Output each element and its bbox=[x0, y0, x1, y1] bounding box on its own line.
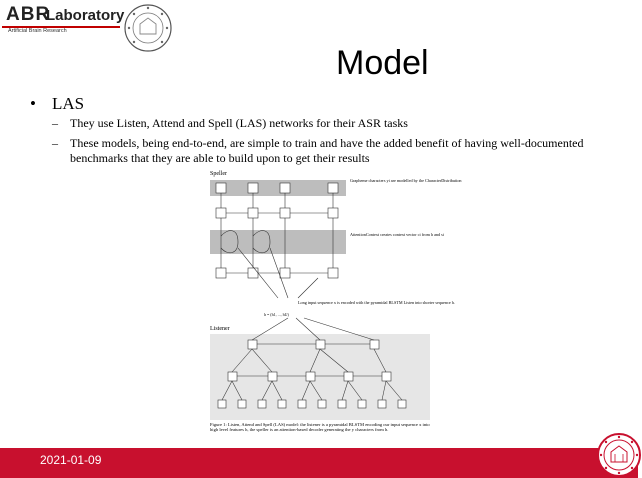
las-model-figure bbox=[208, 168, 462, 454]
slide-title: Model bbox=[336, 44, 429, 82]
dash-icon: – bbox=[52, 116, 58, 130]
bullet-las bbox=[30, 94, 84, 114]
sub-item-2-text: These models, being end-to-end, are simple to train and have the added benefit of having well-documented benchmarks that they are able to build upon to get their results bbox=[70, 136, 584, 165]
sub-item-2 bbox=[52, 136, 590, 166]
university-seal-icon bbox=[118, 2, 178, 54]
logo-subtitle: Artificial Brain Research bbox=[8, 28, 67, 34]
logo-abr-text: ABR bbox=[6, 4, 51, 25]
bullet-dot-icon: • bbox=[30, 94, 36, 113]
bullet-las-text: LAS bbox=[52, 94, 85, 113]
note-attention: AttentionContext creates context vector ci from h and si bbox=[350, 232, 444, 237]
footer-date: 2021-01-09 bbox=[40, 453, 102, 467]
speller-output-band bbox=[210, 180, 346, 196]
note-grapheme: Grapheme characters yi are modelled by the CharacterDistribution bbox=[350, 178, 462, 183]
sub-item-1 bbox=[52, 116, 408, 131]
dash-icon: – bbox=[52, 136, 58, 150]
listener-label: Listener bbox=[210, 326, 230, 332]
university-seal-icon bbox=[596, 432, 642, 478]
note-long-input: Long input sequence x is encoded with the pyramidal BLSTM Listen into shorter sequence h. bbox=[298, 300, 455, 305]
logo-lab-text: Laboratory bbox=[46, 7, 125, 24]
figure-caption: Figure 1: Listen, Attend and Spell (LAS) model: the listener is a pyramidal BLSTM encoding our input sequence x into high level features h, the speller is an attention-based decoder generating the y characters from h. bbox=[210, 422, 430, 433]
attention-band bbox=[210, 230, 346, 254]
speller-label: Speller bbox=[210, 171, 227, 177]
sub-item-1-text: They use Listen, Attend and Spell (LAS) networks for their ASR tasks bbox=[70, 116, 408, 130]
h-sequence-label: h = (h1, ..., hU) bbox=[264, 312, 289, 317]
abr-lab-logo bbox=[2, 4, 125, 38]
